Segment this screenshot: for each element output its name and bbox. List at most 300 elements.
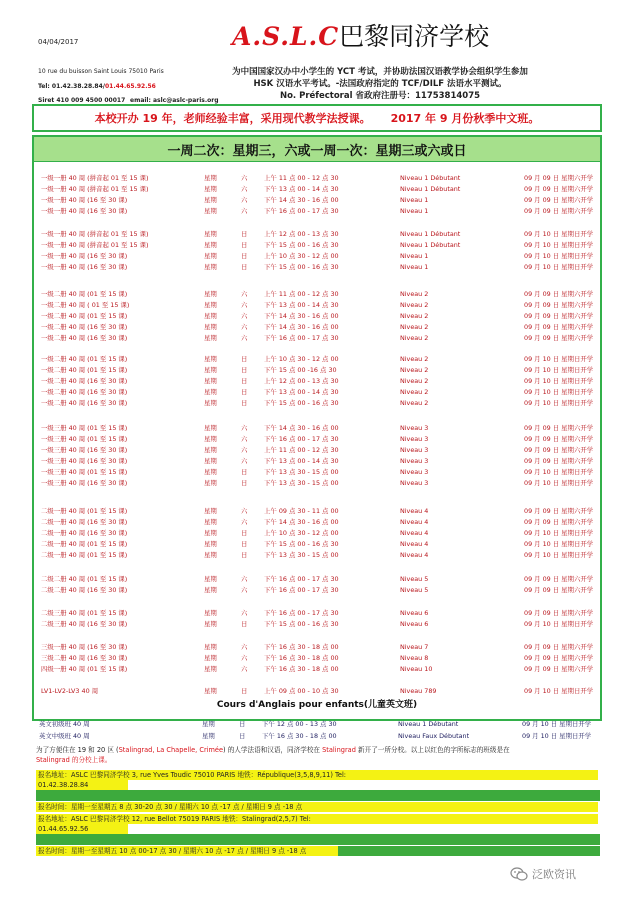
cell-day-label: 星期 — [204, 507, 217, 515]
schedule-row — [38, 365, 598, 376]
cell-start-date: 09 月 10 日 星期日开学 — [524, 263, 594, 271]
cell-time: 下午 14 点 30 - 16 点 00 — [264, 424, 339, 432]
cell-weekday: 日 — [241, 263, 248, 271]
cell-weekday: 六 — [241, 665, 248, 673]
cell-day-label: 星期 — [204, 609, 217, 617]
signup-address-1: 报名地址：ASLC 巴黎同济学校 3, rue Yves Toudic 75010 PARIS 地铁：République(3,5,8,9,11) Tel: — [36, 770, 598, 780]
cell-level: Niveau 1 Débutant — [400, 185, 461, 193]
cell-weekday: 六 — [241, 301, 248, 309]
cell-level: Niveau 3 — [400, 457, 429, 465]
cell-course: 一级三册 40 周 (16 至 30 课) — [41, 446, 128, 454]
cell-course: 一级二册 40 周 (01 至 15 课) — [41, 366, 128, 374]
cell-level: Niveau 2 — [400, 290, 429, 298]
divider-bar-1 — [36, 790, 600, 801]
cell-start-date: 09 月 10 日 星期日开学 — [524, 377, 594, 385]
cell-level: Niveau 4 — [400, 518, 429, 526]
cell-weekday: 六 — [241, 446, 248, 454]
schedule-row — [38, 456, 598, 467]
cell-level: Niveau 7 — [400, 643, 429, 651]
cell-day-label: 星期 — [204, 399, 217, 407]
schedule-row — [38, 506, 598, 517]
cell-weekday: 日 — [241, 468, 248, 476]
cell-course: 四级一册 40 周 (01 至 15 课) — [41, 665, 128, 673]
cell-weekday: 六 — [241, 207, 248, 215]
cell-time: 下午 16 点 00 - 17 点 30 — [264, 334, 339, 342]
schedule-row — [38, 642, 598, 653]
cell-day-label: 星期 — [204, 446, 217, 454]
cell-weekday: 日 — [241, 551, 248, 559]
cell-time: 下午 12 点 00 - 13 点 30 — [262, 720, 337, 728]
cell-day-label: 星期 — [204, 468, 217, 476]
cell-course: 一级三册 40 周 (16 至 30 课) — [41, 457, 128, 465]
cell-course: 二级二册 40 周 (01 至 15 课) — [41, 575, 128, 583]
cell-level: Niveau 8 — [400, 654, 429, 662]
cell-time: 下午 16 点 30 - 18 点 00 — [262, 732, 337, 740]
cell-time: 下午 15 点 00 - 16 点 30 — [264, 540, 339, 548]
cell-time: 下午 15 点 00 - 16 点 30 — [264, 241, 339, 249]
school-address: 10 rue du buisson Saint Louis 75010 Paris — [38, 68, 164, 75]
wechat-watermark — [510, 866, 576, 882]
cell-level: Niveau 1 Débutant — [400, 230, 461, 238]
cell-level: Niveau 2 — [400, 399, 429, 407]
cell-level: Niveau 1 Débutant — [400, 174, 461, 182]
cell-level: Niveau 4 — [400, 540, 429, 548]
cell-time: 下午 14 点 30 - 16 点 00 — [264, 518, 339, 526]
cell-weekday: 六 — [241, 507, 248, 515]
wechat-label: 泛欧资讯 — [532, 868, 576, 881]
cell-course: 一级二册 40 周 (16 至 30 课) — [41, 334, 128, 342]
cell-start-date: 09 月 09 日 星期六开学 — [524, 424, 594, 432]
schedule-row — [38, 619, 598, 630]
cell-weekday: 六 — [241, 457, 248, 465]
cell-start-date: 09 月 10 日 星期日开学 — [524, 399, 594, 407]
advert-box — [32, 104, 602, 132]
cell-start-date: 09 月 09 日 星期六开学 — [524, 665, 594, 673]
cell-course: 一级一册 40 周 (16 至 30 课) — [41, 207, 128, 215]
cell-level: Niveau 3 — [400, 479, 429, 487]
cell-day-label: 星期 — [204, 312, 217, 320]
cell-time: 下午 16 点 30 - 18 点 00 — [264, 643, 339, 651]
cell-level: Niveau 3 — [400, 468, 429, 476]
schedule-row — [38, 376, 598, 387]
note-stations: Stalingrad, La Chapelle, Crimée — [118, 746, 224, 754]
phone-secondary: 01.44.65.92.56 — [104, 83, 156, 90]
cell-day-label: 星期 — [204, 388, 217, 396]
cell-start-date: 09 月 10 日 星期日开学 — [524, 529, 594, 537]
signup-time-1: 报名时间：星期一至星期五 8 点 30-20 点 30 / 星期六 10 点 -17 点 / 星期日 9 点 -18 点 — [36, 802, 598, 812]
cell-weekday: 六 — [241, 424, 248, 432]
cell-time: 上午 10 点 30 - 12 点 00 — [264, 529, 339, 537]
cell-day-label: 星期 — [204, 654, 217, 662]
schedule-row — [38, 322, 598, 333]
schedule-row — [38, 686, 598, 697]
cell-time: 上午 10 点 30 - 12 点 00 — [264, 252, 339, 260]
intro-text — [190, 66, 570, 102]
cell-day-label: 星期 — [204, 457, 217, 465]
cell-level: Niveau 1 Débutant — [400, 241, 461, 249]
branch-note — [36, 746, 606, 765]
cell-start-date: 09 月 10 日 星期日开学 — [522, 720, 592, 728]
cell-time: 下午 15 点 00 - 16 点 30 — [264, 399, 339, 407]
cell-weekday: 日 — [241, 529, 248, 537]
cell-weekday: 六 — [241, 185, 248, 193]
cell-start-date: 09 月 09 日 星期六开学 — [524, 518, 594, 526]
cell-level: Niveau 1 Débutant — [398, 720, 459, 728]
cell-weekday: 日 — [241, 355, 248, 363]
note-prefix: 为了方便住在 19 和 20 区 ( — [36, 746, 119, 754]
cell-day-label: 星期 — [204, 479, 217, 487]
cell-course: 一级二册 40 周 (01 至 15 课) — [41, 355, 128, 363]
cell-level: Niveau 4 — [400, 551, 429, 559]
cell-time: 下午 16 点 00 - 17 点 30 — [264, 435, 339, 443]
cell-start-date: 09 月 10 日 星期日开学 — [524, 366, 594, 374]
cell-start-date: 09 月 10 日 星期日开学 — [524, 468, 594, 476]
schedule-row — [38, 423, 598, 434]
cell-level: Niveau 2 — [400, 366, 429, 374]
schedule-row — [38, 229, 598, 240]
cell-day-label: 星期 — [204, 196, 217, 204]
cell-course: 英文中级班 40 周 — [39, 732, 90, 740]
cell-course: 二级三册 40 周 (16 至 30 课) — [41, 620, 128, 628]
schedule-row — [38, 467, 598, 478]
cell-start-date: 09 月 09 日 星期六开学 — [524, 290, 594, 298]
logo-latin: A.S.L.C — [232, 22, 340, 51]
cell-start-date: 09 月 09 日 星期六开学 — [524, 586, 594, 594]
cell-weekday: 日 — [241, 399, 248, 407]
schedule-row — [38, 585, 598, 596]
cell-time: 上午 12 点 00 - 13 点 30 — [264, 230, 339, 238]
cell-start-date: 09 月 10 日 星期日开学 — [522, 732, 592, 740]
cell-day-label: 星期 — [204, 665, 217, 673]
cell-time: 上午 12 点 00 - 13 点 30 — [264, 377, 339, 385]
cell-time: 上午 09 点 00 - 10 点 30 — [264, 687, 339, 695]
cell-start-date: 09 月 09 日 星期六开学 — [524, 174, 594, 182]
cell-day-label: 星期 — [204, 540, 217, 548]
school-siret: Siret 410 009 4500 00017 — [38, 97, 126, 104]
cell-course: 一级二册 40 周 (16 至 30 课) — [41, 399, 128, 407]
cell-start-date: 09 月 09 日 星期六开学 — [524, 609, 594, 617]
cell-time: 下午 13 点 30 - 15 点 00 — [264, 479, 339, 487]
cell-course: 二级二册 40 周 (16 至 30 课) — [41, 586, 128, 594]
cell-level: Niveau 2 — [400, 377, 429, 385]
cell-start-date: 09 月 09 日 星期六开学 — [524, 435, 594, 443]
cell-start-date: 09 月 10 日 星期日开学 — [524, 479, 594, 487]
schedule-row — [38, 206, 598, 217]
cell-weekday: 日 — [241, 620, 248, 628]
schedule-row — [38, 354, 598, 365]
schedule-row — [38, 445, 598, 456]
cell-day-label: 星期 — [204, 252, 217, 260]
cell-time: 下午 16 点 00 - 17 点 30 — [264, 609, 339, 617]
schedule-row — [38, 300, 598, 311]
cell-course: 一级二册 40 周 (16 至 30 课) — [41, 323, 128, 331]
cell-time: 下午 16 点 00 - 17 点 30 — [264, 207, 339, 215]
schedule-row — [38, 653, 598, 664]
schedule-row — [38, 539, 598, 550]
cell-day-label: 星期 — [204, 263, 217, 271]
cell-time: 下午 13 点 00 - 14 点 30 — [264, 457, 339, 465]
cell-time: 下午 13 点 00 - 14 点 30 — [264, 388, 339, 396]
schedule-row — [38, 289, 598, 300]
cell-level: Niveau 1 — [400, 252, 429, 260]
cell-level: Niveau 2 — [400, 334, 429, 342]
cell-day-label: 星期 — [204, 301, 217, 309]
cell-weekday: 日 — [241, 252, 248, 260]
cell-day-label: 星期 — [204, 207, 217, 215]
cell-start-date: 09 月 09 日 星期六开学 — [524, 446, 594, 454]
cell-time: 上午 11 点 00 - 12 点 30 — [264, 446, 339, 454]
cell-start-date: 09 月 10 日 星期日开学 — [524, 620, 594, 628]
cell-course: 一级三册 40 周 (16 至 30 课) — [41, 479, 128, 487]
cell-time: 下午 16 点 30 - 18 点 00 — [264, 654, 339, 662]
signup-tel-1: 01.42.38.28.84 — [36, 780, 128, 790]
cell-day-label: 星期 — [202, 720, 215, 728]
cell-time: 下午 14 点 30 - 16 点 00 — [264, 323, 339, 331]
cell-start-date: 09 月 09 日 星期六开学 — [524, 323, 594, 331]
cell-level: Niveau 5 — [400, 586, 429, 594]
cell-course: 一级二册 40 周 ( 01 至 15 课) — [41, 301, 130, 309]
cell-level: Niveau 10 — [400, 665, 433, 673]
divider-bar-2 — [36, 834, 600, 845]
logo-chinese: 巴黎同济学校 — [339, 22, 490, 51]
schedule-row — [38, 262, 598, 273]
cell-level: Niveau 1 — [400, 196, 429, 204]
cell-day-label: 星期 — [204, 435, 217, 443]
cell-time: 下午 15 点 00 - 16 点 30 — [264, 263, 339, 271]
cell-weekday: 六 — [241, 196, 248, 204]
intro-line-3: No. Préfectoral 省政府注册号：11753814075 — [279, 91, 481, 101]
note-stalingrad: Stalingrad — [322, 746, 356, 754]
cell-level: Niveau 2 — [400, 312, 429, 320]
schedule-row — [38, 173, 598, 184]
schedule-title: 一周二次：星期三，六或一周一次：星期三或六或日 — [34, 137, 600, 162]
kids-row — [36, 731, 596, 742]
cell-time: 下午 13 点 30 - 15 点 00 — [264, 551, 339, 559]
cell-course: 一级一册 40 周 (16 至 30 课) — [41, 263, 128, 271]
cell-time: 下午 13 点 00 - 14 点 30 — [264, 185, 339, 193]
cell-start-date: 09 月 09 日 星期六开学 — [524, 507, 594, 515]
schedule-row — [38, 574, 598, 585]
cell-start-date: 09 月 10 日 星期日开学 — [524, 540, 594, 548]
cell-course: 一级二册 40 周 (01 至 15 课) — [41, 290, 128, 298]
cell-day-label: 星期 — [204, 174, 217, 182]
cell-weekday: 六 — [241, 334, 248, 342]
cell-start-date: 09 月 10 日 星期日开学 — [524, 388, 594, 396]
cell-weekday: 日 — [241, 377, 248, 385]
cell-start-date: 09 月 09 日 星期六开学 — [524, 196, 594, 204]
cell-level: Niveau Faux Débutant — [398, 732, 470, 740]
cell-course: 一级一册 40 周 (16 至 30 课) — [41, 196, 128, 204]
cell-weekday: 六 — [241, 643, 248, 651]
cell-level: Niveau 789 — [400, 687, 437, 695]
cell-course: 一级二册 40 周 (16 至 30 课) — [41, 388, 128, 396]
cell-start-date: 09 月 10 日 星期日开学 — [524, 687, 594, 695]
cell-start-date: 09 月 09 日 星期六开学 — [524, 575, 594, 583]
cell-course: 二级一册 40 周 (01 至 15 课) — [41, 540, 128, 548]
cell-weekday: 日 — [241, 230, 248, 238]
cell-weekday: 六 — [241, 174, 248, 182]
schedule-row — [38, 478, 598, 489]
cell-time: 下午 13 点 30 - 15 点 00 — [264, 468, 339, 476]
cell-weekday: 六 — [241, 290, 248, 298]
cell-weekday: 日 — [241, 241, 248, 249]
cell-day-label: 星期 — [204, 518, 217, 526]
cell-course: 一级一册 40 周 (拼音起 01 至 15 课) — [41, 174, 149, 182]
schedule-row — [38, 608, 598, 619]
cell-level: Niveau 6 — [400, 620, 429, 628]
schedule-row — [38, 664, 598, 675]
cell-course: 英文初级班 40 周 — [39, 720, 90, 728]
note-suffix: 新开了一所分校。以上以红色的字所标志的班级是在 — [355, 746, 510, 754]
cell-start-date: 09 月 09 日 星期六开学 — [524, 457, 594, 465]
cell-time: 下午 14 点 30 - 16 点 00 — [264, 312, 339, 320]
cell-course: 一级一册 40 周 (拼音起 01 至 15 课) — [41, 230, 149, 238]
kids-row — [36, 719, 596, 730]
cell-start-date: 09 月 10 日 星期日开学 — [524, 551, 594, 559]
cell-course: 二级一册 40 周 (01 至 15 课) — [41, 507, 128, 515]
cell-time: 上午 09 点 30 - 11 点 00 — [264, 507, 339, 515]
cell-course: 三级一册 40 周 (16 至 30 课) — [41, 643, 128, 651]
cell-level: Niveau 1 — [400, 207, 429, 215]
cell-start-date: 09 月 09 日 星期六开学 — [524, 643, 594, 651]
schedule-row — [38, 517, 598, 528]
schedule-row — [38, 398, 598, 409]
cell-day-label: 星期 — [204, 424, 217, 432]
cell-day-label: 星期 — [202, 732, 215, 740]
signup-address-2: 报名地址：ASLC 巴黎同济学校 12, rue Bellot 75019 PARIS 地铁：Stalingrad(2,5,7) Tel: — [36, 814, 598, 824]
cell-time: 上午 11 点 00 - 12 点 30 — [264, 174, 339, 182]
cell-course: 二级一册 40 周 (01 至 15 课) — [41, 551, 128, 559]
cell-level: Niveau 2 — [400, 355, 429, 363]
cell-day-label: 星期 — [204, 643, 217, 651]
cell-level: Niveau 3 — [400, 424, 429, 432]
cell-day-label: 星期 — [204, 377, 217, 385]
cell-time: 下午 16 点 00 - 17 点 30 — [264, 586, 339, 594]
cell-weekday: 六 — [241, 654, 248, 662]
cell-course: 一级一册 40 周 (16 至 30 课) — [41, 252, 128, 260]
cell-level: Niveau 2 — [400, 323, 429, 331]
cell-start-date: 09 月 09 日 星期六开学 — [524, 334, 594, 342]
cell-time: 上午 11 点 00 - 12 点 30 — [264, 290, 339, 298]
cell-course: 二级一册 40 周 (16 至 30 课) — [41, 518, 128, 526]
intro-line-2: HSK 汉语水平考试。-法国政府指定的 TCF/DILF 法语水平测试。 — [253, 79, 507, 89]
note-mid: ) 的人学法语和汉语，同济学校在 — [223, 746, 323, 754]
cell-weekday: 六 — [241, 609, 248, 617]
cell-level: Niveau 3 — [400, 446, 429, 454]
note-line-2: Stalingrad 的分校上课。 — [36, 755, 112, 764]
cell-course: 一级二册 40 周 (16 至 30 课) — [41, 377, 128, 385]
cell-day-label: 星期 — [204, 334, 217, 342]
cell-level: Niveau 1 — [400, 263, 429, 271]
cell-time: 上午 10 点 30 - 12 点 00 — [264, 355, 339, 363]
cell-start-date: 09 月 09 日 星期六开学 — [524, 185, 594, 193]
cell-course: 三级二册 40 周 (16 至 30 课) — [41, 654, 128, 662]
cell-weekday: 六 — [241, 575, 248, 583]
cell-weekday: 日 — [241, 687, 248, 695]
schedule-row — [38, 550, 598, 561]
cell-course: 一级一册 40 周 (拼音起 01 至 15 课) — [41, 241, 149, 249]
signup-time-2: 报名时间：星期一至星期五 10 点 00-17 点 30 / 星期六 10 点 -17 点 / 星期日 9 点 -18 点 — [36, 846, 338, 856]
schedule-row — [38, 387, 598, 398]
cell-weekday: 日 — [241, 388, 248, 396]
cell-start-date: 09 月 10 日 星期日开学 — [524, 241, 594, 249]
cell-time: 下午 13 点 00 - 14 点 30 — [264, 301, 339, 309]
signup-tel-2: 01.44.65.92.56 — [36, 824, 128, 834]
cell-day-label: 星期 — [204, 241, 217, 249]
school-phone — [38, 83, 156, 90]
cell-weekday: 日 — [241, 540, 248, 548]
cell-weekday: 日 — [239, 720, 246, 728]
cell-start-date: 09 月 09 日 星期六开学 — [524, 654, 594, 662]
cell-course: 一级三册 40 周 (01 至 15 课) — [41, 435, 128, 443]
school-logo — [232, 17, 489, 53]
cell-level: Niveau 2 — [400, 388, 429, 396]
cell-weekday: 日 — [241, 479, 248, 487]
cell-start-date: 09 月 09 日 星期六开学 — [524, 301, 594, 309]
divider-bar-3 — [338, 846, 600, 856]
cell-weekday: 六 — [241, 586, 248, 594]
cell-level: Niveau 4 — [400, 529, 429, 537]
kids-english-title: Cours d'Anglais pour enfants(儿童英文班) — [216, 700, 418, 710]
wechat-icon — [510, 867, 528, 881]
cell-weekday: 日 — [239, 732, 246, 740]
cell-course: 一级三册 40 周 (01 至 15 课) — [41, 424, 128, 432]
cell-weekday: 日 — [241, 366, 248, 374]
schedule-panel — [32, 135, 602, 721]
schedule-row — [38, 184, 598, 195]
schedule-row — [38, 528, 598, 539]
cell-weekday: 六 — [241, 312, 248, 320]
cell-course: 一级二册 40 周 (01 至 15 课) — [41, 312, 128, 320]
cell-level: Niveau 4 — [400, 507, 429, 515]
cell-day-label: 星期 — [204, 355, 217, 363]
schedule-row — [38, 195, 598, 206]
cell-day-label: 星期 — [204, 323, 217, 331]
cell-level: Niveau 2 — [400, 301, 429, 309]
cell-weekday: 六 — [241, 323, 248, 331]
advert-text-2: 2017 年 9 月份秋季中文班。 — [390, 112, 540, 125]
cell-course: 一级三册 40 周 (01 至 15 课) — [41, 468, 128, 476]
cell-time: 下午 16 点 30 - 18 点 00 — [264, 665, 339, 673]
cell-time: 下午 16 点 00 - 17 点 30 — [264, 575, 339, 583]
cell-start-date: 09 月 09 日 星期六开学 — [524, 207, 594, 215]
intro-line-1: 为中国国家汉办中小学生的 YCT 考试，并协助法国汉语教学协会组织学生参加 — [232, 67, 528, 77]
cell-day-label: 星期 — [204, 230, 217, 238]
cell-start-date: 09 月 09 日 星期六开学 — [524, 312, 594, 320]
cell-day-label: 星期 — [204, 620, 217, 628]
advert-text-1: 本校开办 19 年，老师经验丰富，采用现代教学法授课。 — [94, 112, 371, 125]
schedule-row — [38, 434, 598, 445]
cell-day-label: 星期 — [204, 551, 217, 559]
cell-day-label: 星期 — [204, 687, 217, 695]
school-email: email: aslc@aslc-paris.org — [130, 97, 219, 104]
cell-weekday: 六 — [241, 435, 248, 443]
cell-day-label: 星期 — [204, 366, 217, 374]
cell-day-label: 星期 — [204, 575, 217, 583]
cell-course: LV1-LV2-LV3 40 周 — [41, 687, 99, 695]
cell-course: 二级一册 40 周 (16 至 30 课) — [41, 529, 128, 537]
cell-start-date: 09 月 10 日 星期日开学 — [524, 252, 594, 260]
cell-level: Niveau 6 — [400, 609, 429, 617]
cell-day-label: 星期 — [204, 290, 217, 298]
schedule-row — [38, 311, 598, 322]
cell-time: 下午 15 点 00 - 16 点 30 — [264, 620, 339, 628]
schedule-row — [38, 251, 598, 262]
cell-time: 下午 15 点 00 -16 点 30 — [264, 366, 337, 374]
cell-time: 下午 14 点 30 - 16 点 00 — [264, 196, 339, 204]
cell-weekday: 六 — [241, 518, 248, 526]
cell-level: Niveau 5 — [400, 575, 429, 583]
